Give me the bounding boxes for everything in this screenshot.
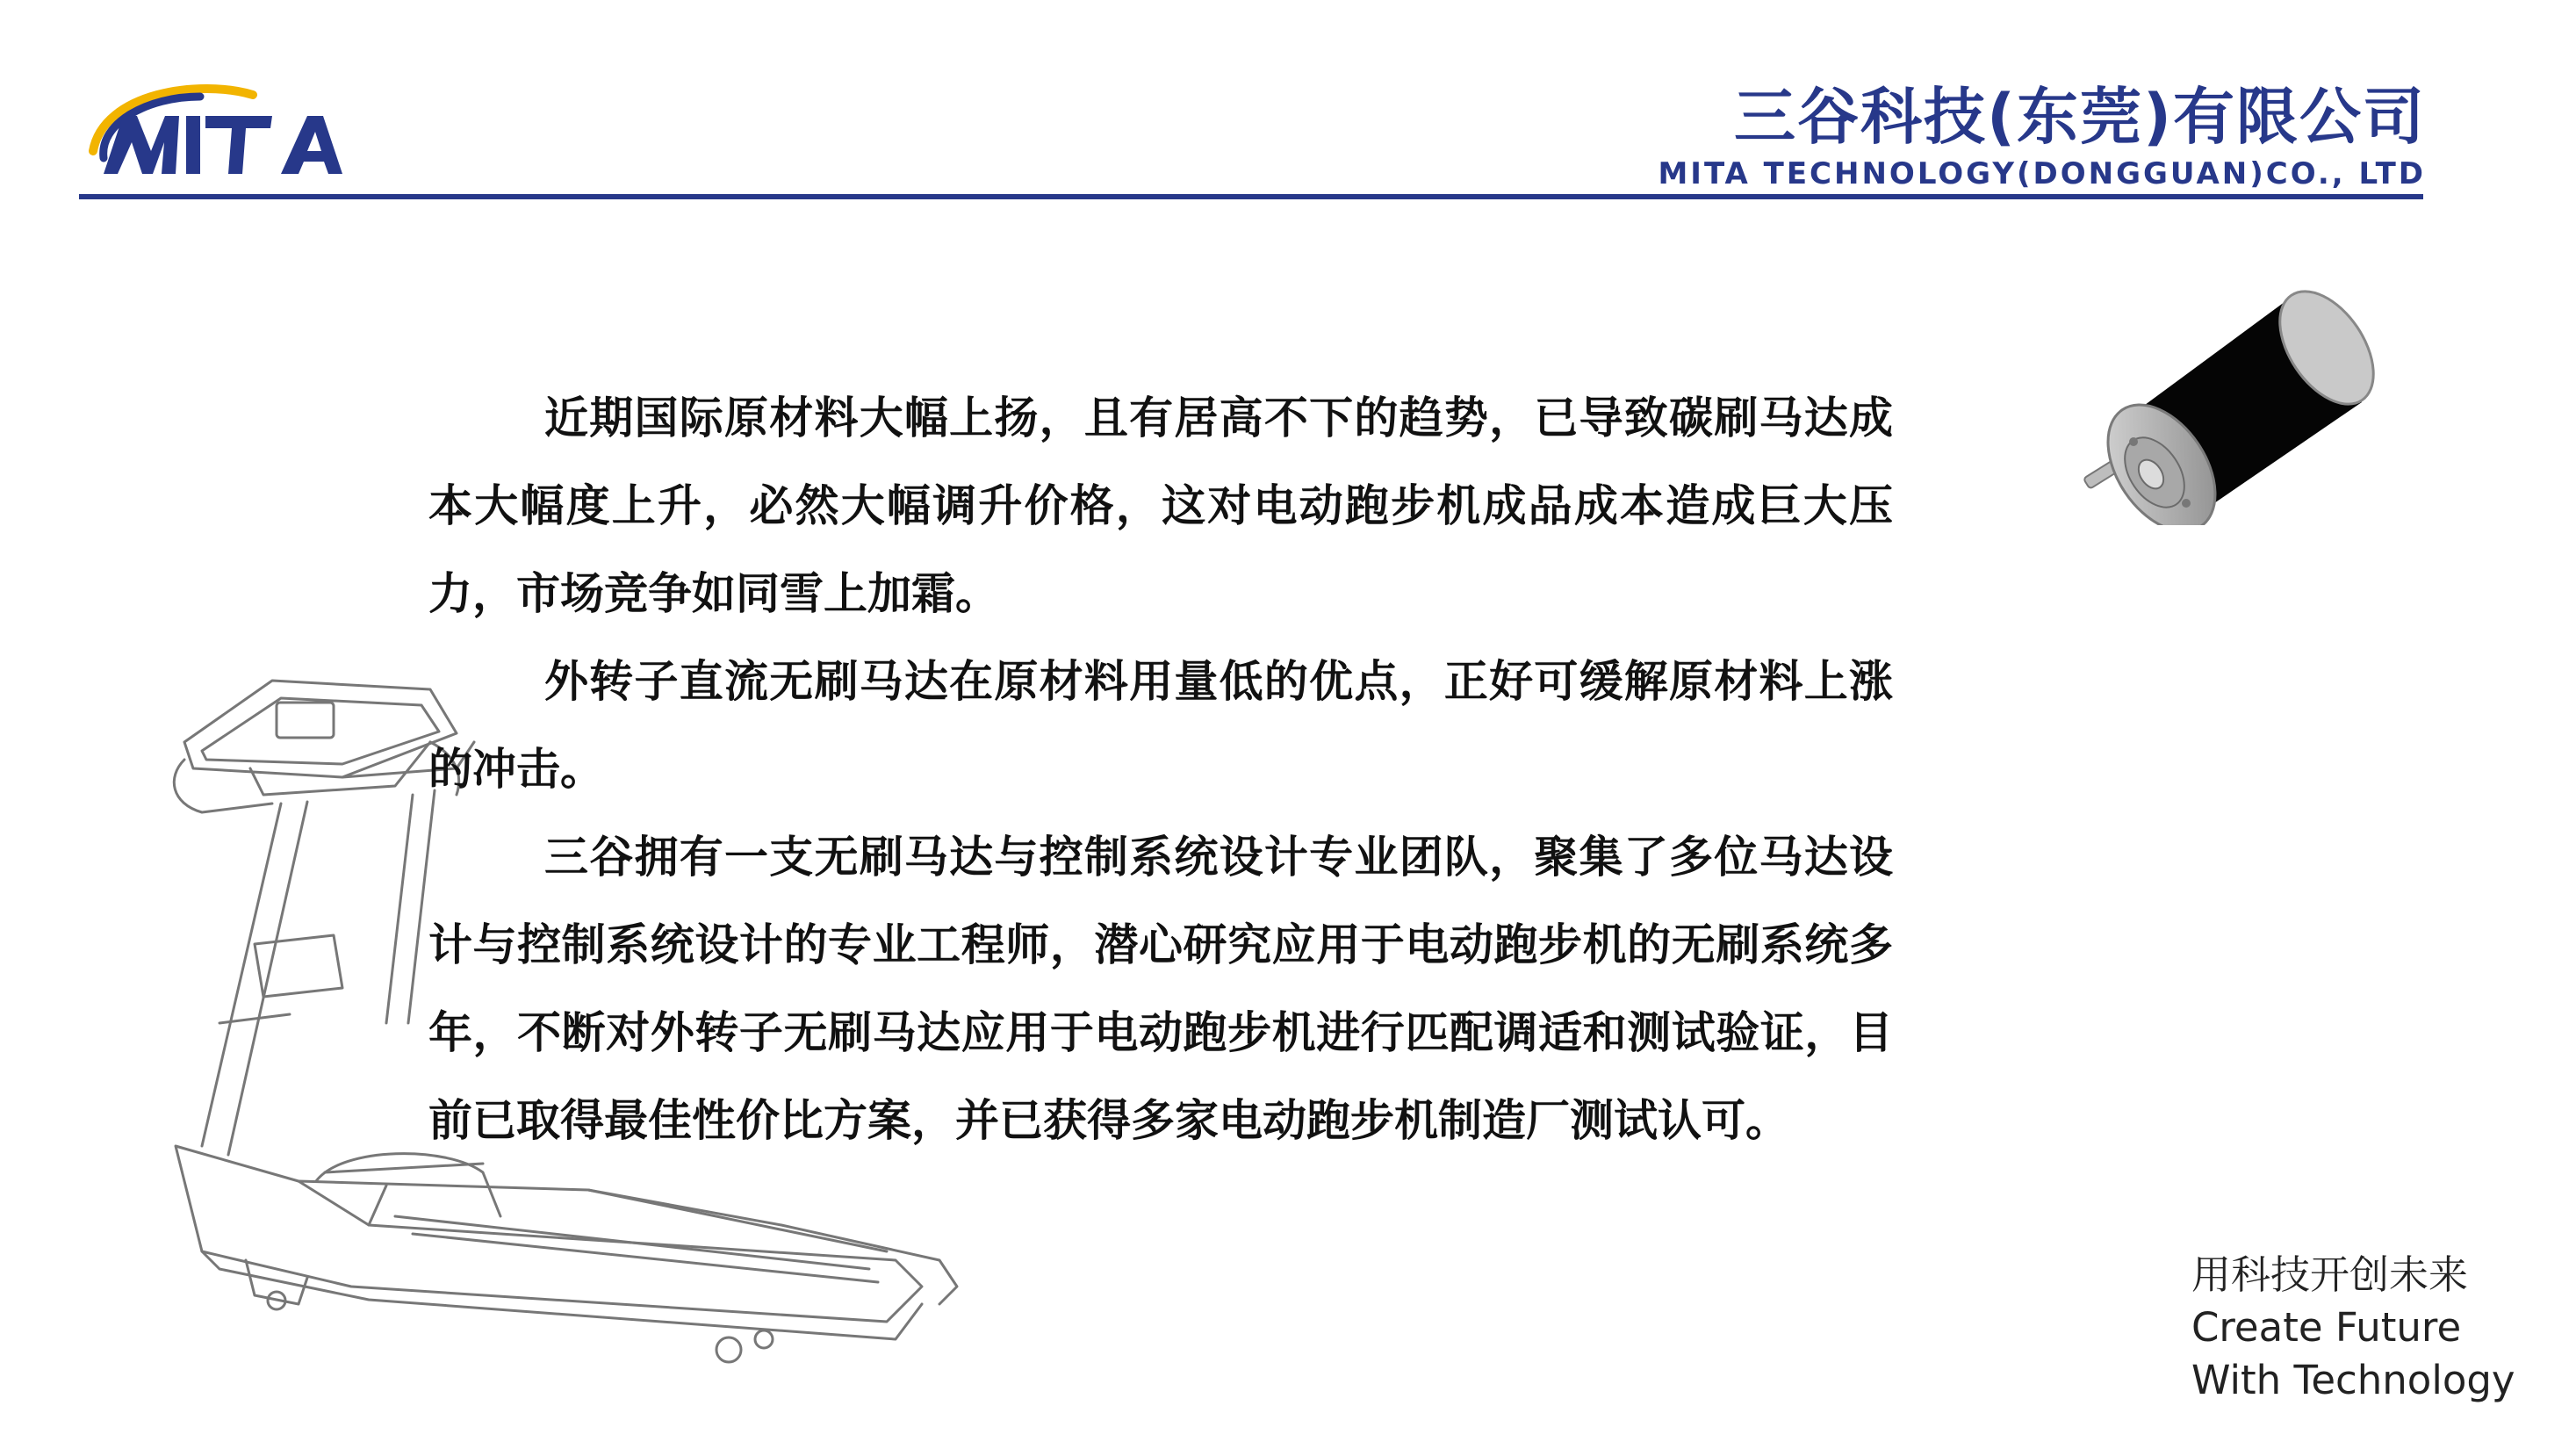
mita-logo-icon [77, 70, 385, 202]
motor-image [2063, 279, 2397, 525]
company-name-cn: 三谷科技(东莞)有限公司 [1734, 81, 2426, 153]
brushless-motor-icon [2063, 279, 2397, 525]
company-header [1495, 79, 2426, 193]
slogan-en-line-2: With Technology [2191, 1357, 2515, 1403]
company-name-en: MITA TECHNOLOGY(DONGGUAN)CO., LTD [1658, 156, 2426, 191]
company-logo [77, 70, 385, 202]
header-divider [79, 194, 2423, 199]
paragraph-2: 外转子直流无刷马达在原材料用量低的优点，正好可缓解原材料上涨的冲击。 [428, 656, 1893, 795]
body-text [428, 374, 1893, 1164]
slogan-cn: 用科技开创未来 [2191, 1251, 2469, 1298]
slogan [2191, 1249, 2515, 1407]
paragraph-3: 三谷拥有一支无刷马达与控制系统设计专业团队，聚集了多位马达设计与控制系统设计的专业工程师，潜心研究应用于电动跑步机的无刷系统多年，不断对外转子无刷马达应用于电动跑步机进行匹配调适和测试验证，目前已取得最佳性价比方案，并已获得多家电动跑步机制造厂测试认可。 [428, 832, 1893, 1146]
slogan-en-line-1: Create Future [2191, 1304, 2462, 1351]
paragraph-1: 近期国际原材料大幅上扬，且有居高不下的趋势，已导致碳刷马达成本大幅度上升，必然大幅调升价格，这对电动跑步机成品成本造成巨大压力，市场竞争如同雪上加霜。 [428, 393, 1893, 619]
